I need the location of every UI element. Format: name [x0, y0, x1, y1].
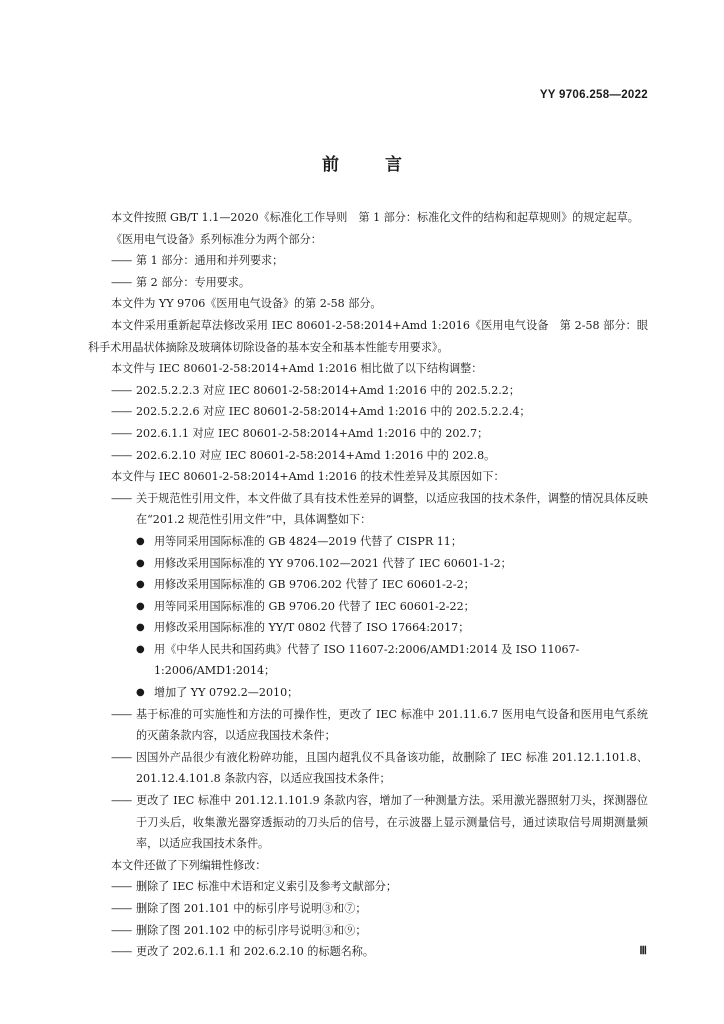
paragraph: 本文件采用重新起草法修改采用 IEC 80601-2-58:2014+Amd 1:2016《医用电气设备 第 2-58 部分：眼科手术用晶状体摘除及玻璃体切除设备的基本安全和基本性能专用要求》。 — [88, 318, 648, 354]
dash-marker: —— — [111, 383, 132, 397]
dash-marker: —— — [111, 750, 132, 764]
dash-marker: —— — [111, 707, 132, 721]
paragraph: 本文件按照 GB/T 1.1—2020《标准化工作导则 第 1 部分：标准化文件的结构和起草规则》的规定起草。 — [111, 211, 639, 224]
page-title — [0, 150, 724, 175]
dash-marker: —— — [111, 275, 132, 289]
document-body — [88, 207, 648, 963]
dash-item: —— 202.6.1.1 对应 IEC 80601-2-58:2014+Amd 1:2016 中的 202.7； — [88, 423, 648, 445]
paragraph: 本文件与 IEC 80601-2-58:2014+Amd 1:2016 相比做了以下结构调整： — [111, 362, 483, 376]
dash-item: —— 202.5.2.2.6 对应 IEC 80601-2-58:2014+Amd 1:2016 中的 202.5.2.2.4； — [88, 401, 648, 423]
bullet-marker: ● — [136, 622, 145, 634]
dash-marker: —— — [111, 491, 132, 505]
bullet-item: ● 用修改采用国际标准的 GB 9706.202 代替了 IEC 60601-2-2； — [88, 574, 648, 596]
paragraph: 本文件与 IEC 80601-2-58:2014+Amd 1:2016 的技术性差异及其原因如下： — [111, 470, 505, 484]
bullet-marker: ● — [136, 579, 145, 591]
dash-marker: —— — [111, 880, 132, 894]
dash-marker: —— — [111, 945, 132, 959]
dash-marker: —— — [111, 405, 132, 419]
bullet-marker: ● — [136, 557, 145, 569]
dash-item: —— 因国外产品很少有液化粉碎功能，且国内超乳仪不具备该功能，故删除了 IEC 标准 201.12.1.101.8、201.12.4.101.8 条款内容，以适应我国技术条件； — [88, 747, 648, 790]
bullet-marker: ● — [136, 643, 145, 655]
title-char-1: 前 — [322, 155, 339, 175]
paragraph: 本文件还做了下列编辑性修改： — [111, 858, 267, 872]
bullet-item: ● 用修改采用国际标准的 YY 9706.102—2021 代替了 IEC 60601-1-2； — [88, 553, 648, 575]
dash-marker: —— — [111, 448, 132, 462]
dash-item: —— 删除了图 201.101 中的标引序号说明③和⑦； — [88, 898, 648, 920]
dash-item: —— 202.6.2.10 对应 IEC 80601-2-58:2014+Amd 1:2016 中的 202.8。 — [88, 445, 648, 467]
paragraph: 本文件为 YY 9706《医用电气设备》的第 2-58 部分。 — [111, 297, 382, 311]
dash-item: —— 关于规范性引用文件，本文件做了具有技术性差异的调整，以适应我国的技术条件，调整的情况具体反映在“201.2 规范性引用文件”中，具体调整如下： — [88, 488, 648, 531]
dash-item: —— 更改了 IEC 标准中 201.12.1.101.9 条款内容，增加了一种测量方法。采用激光器照射刀头，探测器位于刀头后，收集激光器穿透振动的刀头后的信号，在示波器上显示测量信号，通过读取信号周期测量频率，以适应我国技术条件。 — [88, 790, 648, 855]
bullet-item: ● 增加了 YY 0792.2—2010； — [88, 682, 648, 704]
dash-marker: —— — [111, 254, 132, 268]
bullet-marker: ● — [136, 600, 145, 612]
bullet-marker: ● — [136, 687, 145, 699]
document-number: YY 9706.258—2022 — [539, 89, 648, 101]
dash-item: —— 第 2 部分：专用要求。 — [88, 272, 648, 294]
bullet-item: ● 用等同采用国际标准的 GB 9706.20 代替了 IEC 60601-2-22； — [88, 596, 648, 618]
dash-marker: —— — [111, 923, 132, 937]
bullet-marker: ● — [136, 535, 145, 547]
page-number: Ⅲ — [639, 945, 647, 957]
title-char-2: 言 — [385, 155, 402, 175]
dash-item: —— 更改了 202.6.1.1 和 202.6.2.10 的标题名称。 — [88, 941, 648, 963]
bullet-item: ● 用《中华人民共和国药典》代替了 ISO 11607-2:2006/AMD1:2014 及 ISO 11067-1:2006/AMD1:2014； — [88, 639, 648, 682]
dash-marker: —— — [111, 426, 132, 440]
dash-item: —— 基于标准的可实施性和方法的可操作性，更改了 IEC 标准中 201.11.6.7 医用电气设备和医用电气系统的灭菌条款内容，以适应我国技术条件； — [88, 704, 648, 747]
dash-marker: —— — [111, 902, 132, 915]
dash-item: —— 删除了 IEC 标准中术语和定义索引及参考文献部分； — [88, 876, 648, 898]
dash-item: —— 202.5.2.2.3 对应 IEC 80601-2-58:2014+Amd 1:2016 中的 202.5.2.2； — [88, 380, 648, 402]
paragraph: 《医用电气设备》系列标准分为两个部分： — [111, 232, 322, 246]
dash-marker: —— — [111, 794, 132, 808]
dash-item: —— 删除了图 201.102 中的标引序号说明③和⑨； — [88, 920, 648, 942]
bullet-item: ● 用修改采用国际标准的 YY/T 0802 代替了 ISO 17664:2017； — [88, 617, 648, 639]
bullet-item: ● 用等同采用国际标准的 GB 4824—2019 代替了 CISPR 11； — [88, 531, 648, 553]
dash-item: —— 第 1 部分：通用和并列要求； — [88, 250, 648, 272]
